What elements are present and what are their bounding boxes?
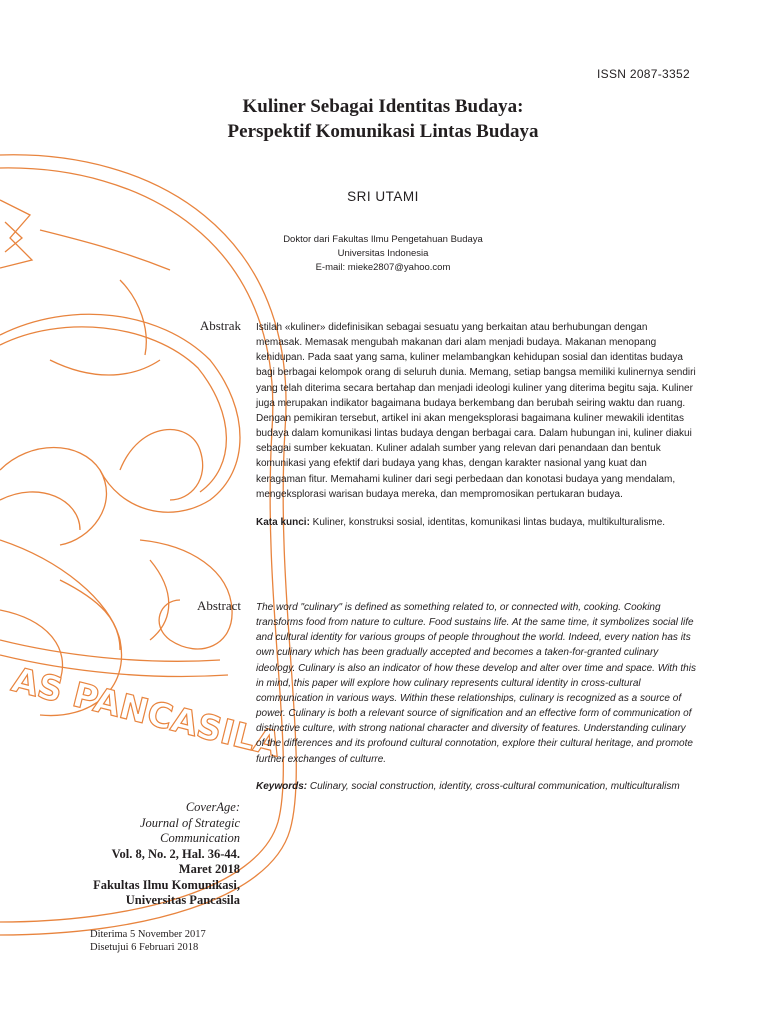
abstract-section bbox=[256, 600, 696, 794]
journal-faculty: Fakultas Ilmu Komunikasi, bbox=[93, 877, 240, 892]
journal-date: Maret 2018 bbox=[178, 862, 240, 876]
abstract-label: Abstract bbox=[196, 598, 241, 613]
kata-kunci-label: Kata kunci: bbox=[256, 516, 310, 528]
journal-name-line-1: CoverAge: bbox=[185, 800, 240, 814]
journal-university: Universitas Pancasila bbox=[125, 893, 240, 907]
journal-volume: Vol. 8, No. 2, Hal. 36-44. bbox=[111, 846, 240, 861]
abstrak-section bbox=[256, 320, 696, 530]
abstrak-label: Abstrak bbox=[199, 318, 241, 333]
author-email[interactable]: E-mail: mieke2807@yahoo.com bbox=[315, 261, 451, 273]
date-approved: Disetujui 6 Februari 2018 bbox=[90, 942, 199, 953]
abstract-keywords bbox=[256, 779, 696, 794]
journal-name-line-2: Journal of Strategic bbox=[140, 815, 240, 830]
author-affiliation bbox=[150, 233, 616, 274]
abstrak-keywords bbox=[256, 515, 696, 530]
affiliation-line-2: Universitas Indonesia bbox=[337, 247, 429, 259]
paper-title bbox=[150, 94, 616, 144]
affiliation-line-1: Doktor dari Fakultas Ilmu Pengetahuan Budaya bbox=[283, 234, 483, 245]
issn-number: ISSN 2087-3352 bbox=[597, 67, 690, 81]
submission-dates bbox=[90, 928, 206, 954]
title-line-1: Kuliner Sebagai Identitas Budaya: bbox=[242, 96, 524, 117]
kata-kunci-values: Kuliner, konstruksi sosial, identitas, komunikasi lintas budaya, multikulturalisme. bbox=[309, 516, 666, 528]
abstract-body: The word "culinary" is defined as something related to, or connected with, cooking. Cooking transforms food from nature to culture. Food sustains life. At the same time, it symbolizes social life and cultural identity for various groups of people throughout the world. Indeed, every nation has its own culinary which has been gradually accepted and becomes a taken-for-granted culinary ideology. Culinary is also an indicator of how these develop and alter over time and space. With this in mind, this paper will explore how culinary represents cultural identity in cross-cultural communication in various ways. Within these relationships, culinary is recognized as a source of power. Culinary is both a relevant source of signification and an effective form of communication of distinctive culture, with strong national character and diversity of features. Understanding culinary of the differences and its profound cultural connotation, explore their cultural heritage, and promote further exchanges of culturre. bbox=[256, 602, 696, 765]
author-name: SRI UTAMI bbox=[347, 189, 419, 204]
seal-text: AS PANCASILA bbox=[7, 659, 285, 766]
abstrak-body: Istilah «kuliner» didefinisikan sebagai sesuatu yang berkaitan atau berhubungan dengan memasak. Memasak mengubah makanan dari alam menjadi budaya. Makanan menopang kehidupan. Pada saat yang sama, kuliner melambangkan kehidupan sosial dan identitas budaya bagi berbagai kelompok orang di seluruh dunia. Memang, setiap bangsa memiliki kulinernya sendiri yang telah diterima secara bertahap dan menjadi ideologi kuliner yang diterima begitu saja. Kuliner juga merupakan indikator bagaimana budaya berkembang dan berubah seiring waktu dan ruang. Dengan pemikiran tersebut, artikel ini akan mengeksplorasi bagaimana kuliner mewakili identitas budaya dalam komunikasi lintas budaya dengan berbagai cara. Dalam hubungan ini, kuliner diakui sebagai sumber kekuatan. Kuliner adalah sumber yang relevan dari penandaan dan bentuk komunikasi yang efektif dari budaya yang khas, dengan karakter nasional yang kuat dan keragaman fitur. Memahami kuliner dari segi perbedaan dan konotasi budaya yang mendalam, mengeksplorasi warisan budaya mereka, dan mempromosikan pertukaran budaya. bbox=[256, 322, 696, 500]
journal-name-line-3: Communication bbox=[160, 831, 240, 845]
date-received: Diterima 5 November 2017 bbox=[90, 929, 206, 940]
keywords-label: Keywords: bbox=[256, 780, 308, 792]
keywords-values: Culinary, social construction, identity, cross-cultural communication, multiculturalism bbox=[307, 780, 680, 792]
journal-info bbox=[60, 800, 240, 909]
title-line-2: Perspektif Komunikasi Lintas Budaya bbox=[227, 121, 539, 142]
